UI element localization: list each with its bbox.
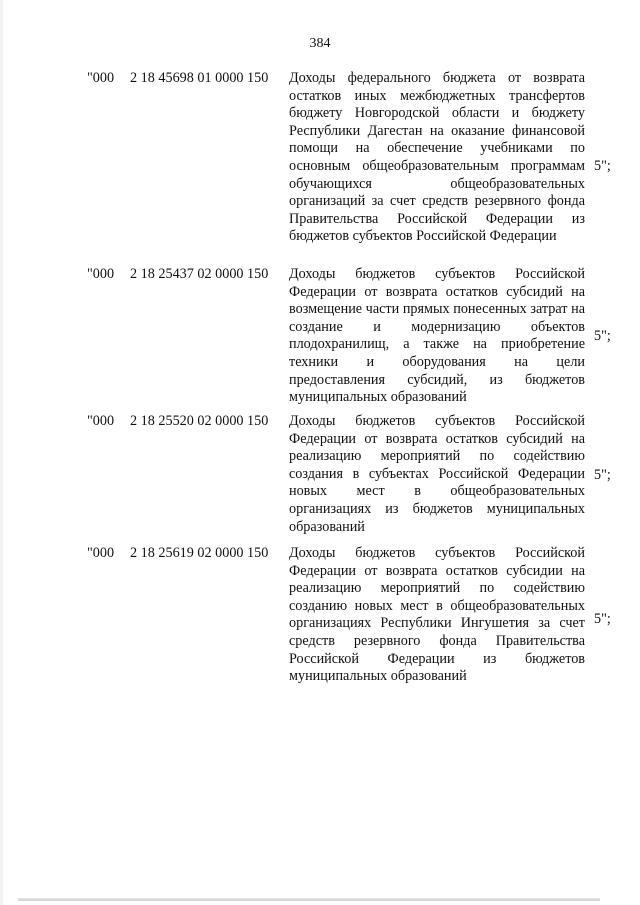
- rate-value: 5";: [594, 611, 611, 627]
- opening-quote: "000: [87, 266, 115, 282]
- opening-quote: "000: [87, 70, 115, 86]
- budget-code: [87, 70, 268, 88]
- scan-left-edge: [0, 0, 3, 905]
- rate-value: 5";: [594, 467, 611, 483]
- scan-bottom-edge: [18, 898, 600, 901]
- opening-quote: "000: [87, 545, 115, 561]
- rate-value: 5";: [594, 328, 611, 344]
- income-description: Доходы федерального бюджета от возврата остатков иных межбюджетных трансфертов бюджету Новгородской области и бюджету Республики Дагестан на оказание финансовой помощи на обеспечение учебниками по основным общеобразовательным программам обучающихся общеобразовательных организаций за счет средств резервного фонда Правительства Российской Федерации из бюджетов субъектов Российской Федерации: [289, 70, 585, 245]
- page-number: 384: [309, 36, 331, 51]
- classification-code: 2 18 25437 02 0000 150: [130, 266, 269, 282]
- opening-quote: "000: [87, 413, 115, 429]
- rate-value: 5";: [594, 158, 611, 174]
- income-description: Доходы бюджетов субъектов Российской Федерации от возврата остатков субсидий на возмещение части прямых понесенных затрат на создание и модернизацию объектов плодохранилищ, а также на приобретение техники и оборудования на цели предоставления субсидий, из бюджетов муниципальных образований: [289, 266, 585, 406]
- classification-code: 2 18 45698 01 0000 150: [130, 70, 269, 86]
- budget-code: [87, 545, 268, 563]
- classification-code: 2 18 25619 02 0000 150: [130, 545, 269, 561]
- budget-code: [87, 266, 268, 284]
- income-description: Доходы бюджетов субъектов Российской Федерации от возврата остатков субсидии на реализацию мероприятий по содействию созданию новых мест в общеобразовательных организациях Республики Ингушетия за счет средств резервного фонда Правительства Российской Федерации из бюджетов муниципальных образований: [289, 545, 585, 685]
- classification-code: 2 18 25520 02 0000 150: [130, 413, 269, 429]
- income-description: Доходы бюджетов субъектов Российской Федерации от возврата остатков субсидий на реализацию мероприятий по содействию создания в субъектах Российской Федерации новых мест в общеобразовательных организациях из бюджетов муниципальных образований: [289, 413, 585, 535]
- budget-code: [87, 413, 268, 431]
